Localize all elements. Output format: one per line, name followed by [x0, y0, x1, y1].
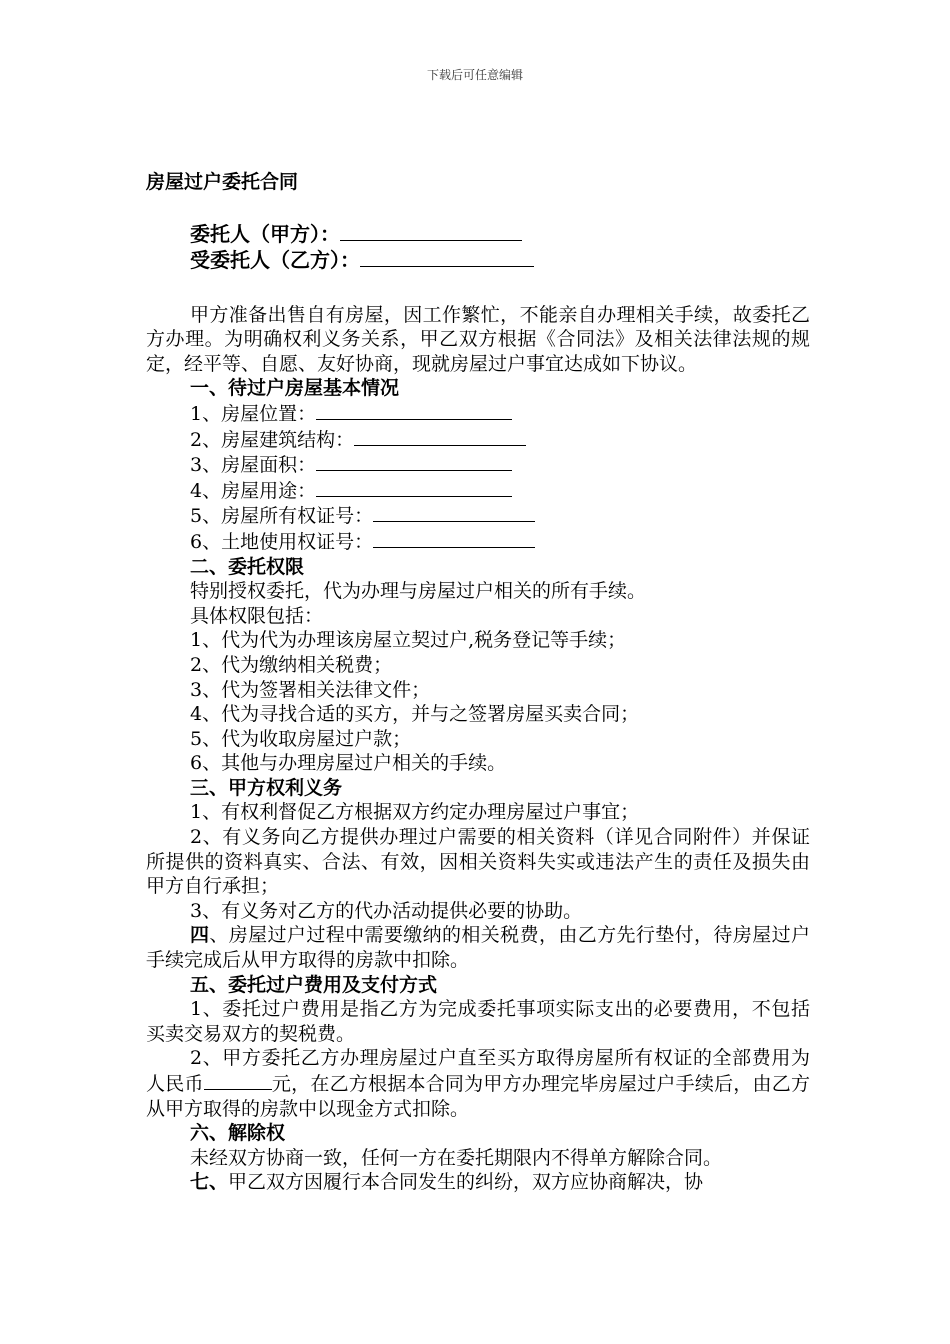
party-a-label: 委托人（甲方）：	[190, 221, 340, 246]
header-note: 下载后可任意编辑	[426, 68, 523, 82]
field-blank[interactable]	[316, 401, 512, 420]
section-2-line: 具体权限包括：	[190, 604, 324, 627]
property-field-usage	[146, 478, 810, 504]
section-6-text: 未经双方协商一致，任何一方在委托期限内不得单方解除合同。	[190, 1146, 723, 1169]
section-1-heading: 一、待过户房屋基本情况	[190, 377, 400, 400]
field-blank[interactable]	[316, 478, 512, 497]
party-a-blank[interactable]	[340, 222, 522, 241]
field-blank[interactable]	[373, 503, 535, 522]
section-4-text: 、房屋过户过程中需要缴纳的相关税费，由乙方先行垫付，待房屋过户手续完成后从甲方取得的房款中扣除。	[146, 924, 810, 972]
section-3-item: 2、有义务向乙方提供办理过户需要的相关资料（详见合同附件）并保证所提供的资料真实、合法、有效，因相关资料失实或违法产生的责任及损失由甲方自行承担；	[146, 826, 810, 898]
document-title: 房屋过户委托合同	[146, 171, 299, 193]
fee-amount-blank[interactable]	[204, 1071, 272, 1090]
section-4-label: 四	[190, 924, 210, 947]
section-7-paragraph	[146, 1170, 810, 1195]
section-2-line: 特别授权委托，代为办理与房屋过户相关的所有手续。	[190, 580, 647, 603]
property-field-ownership-cert	[146, 503, 810, 529]
field-blank[interactable]	[373, 529, 535, 548]
section-5-item	[146, 1046, 810, 1121]
section-4-paragraph	[146, 923, 810, 972]
field-label: 6、土地使用权证号：	[190, 530, 374, 553]
party-b-label: 受委托人（乙方）：	[190, 247, 360, 272]
section-3-item: 1、有权利督促乙方根据双方约定办理房屋过户事宜；	[190, 801, 640, 824]
section-3-item: 3、有义务对乙方的代办活动提供必要的协助。	[190, 899, 583, 922]
section-5-item: 1、委托过户费用是指乙方为完成委托事项实际支出的必要费用，不包括买卖交易双方的契税费。	[146, 998, 810, 1045]
section-5-item2-post: 元，在乙方根据本合同为甲方办理完毕房屋过户手续后，由乙方从甲方取得的房款中以现金方式扣除。	[146, 1073, 810, 1120]
field-label: 5、房屋所有权证号：	[190, 505, 374, 528]
section-7-label: 七、	[190, 1171, 229, 1194]
property-field-land-cert	[146, 529, 810, 555]
document-body	[146, 170, 810, 1195]
list-item: 2、代为缴纳相关税费；	[190, 653, 393, 676]
list-item: 4、代为寻找合适的买方，并与之签署房屋买卖合同；	[190, 703, 640, 726]
section-5-heading: 五、委托过户费用及支付方式	[190, 973, 438, 996]
property-field-location	[146, 401, 810, 427]
party-a-line	[146, 221, 810, 247]
field-blank[interactable]	[316, 452, 512, 471]
field-label: 2、房屋建筑结构：	[190, 428, 355, 451]
field-label: 4、房屋用途：	[190, 479, 317, 502]
section-7-text: 甲乙双方因履行本合同发生的纠纷，双方应协商解决，协	[228, 1171, 704, 1194]
field-label: 1、房屋位置：	[190, 402, 317, 425]
field-label: 3、房屋面积：	[190, 454, 317, 477]
list-item: 5、代为收取房屋过户款；	[190, 727, 412, 750]
party-b-blank[interactable]	[360, 248, 534, 267]
section-2-heading: 二、委托权限	[190, 555, 305, 578]
party-b-line	[146, 247, 810, 273]
list-item: 1、代为代为办理该房屋立契过户,税务登记等手续；	[190, 629, 627, 652]
property-field-area	[146, 452, 810, 478]
section-6-heading: 六、解除权	[190, 1122, 286, 1145]
field-blank[interactable]	[354, 427, 526, 446]
section-5-item2-pre: 2、甲方委托乙方办理房屋过户直至买方取得房屋所有权证的全部费用为人民币	[146, 1047, 810, 1095]
intro-paragraph: 甲方准备出售自有房屋，因工作繁忙，不能亲自办理相关手续，故委托乙方办理。为明确权利义务关系，甲乙双方根据《合同法》及相关法律法规的规定，经平等、自愿、友好协商，现就房屋过户事宜达成如下协议。	[146, 303, 810, 375]
section-3-heading: 三、甲方权利义务	[190, 776, 343, 799]
list-item: 3、代为签署相关法律文件；	[190, 678, 431, 701]
property-field-structure	[146, 427, 810, 453]
list-item: 6、其他与办理房屋过户相关的手续。	[190, 752, 507, 775]
